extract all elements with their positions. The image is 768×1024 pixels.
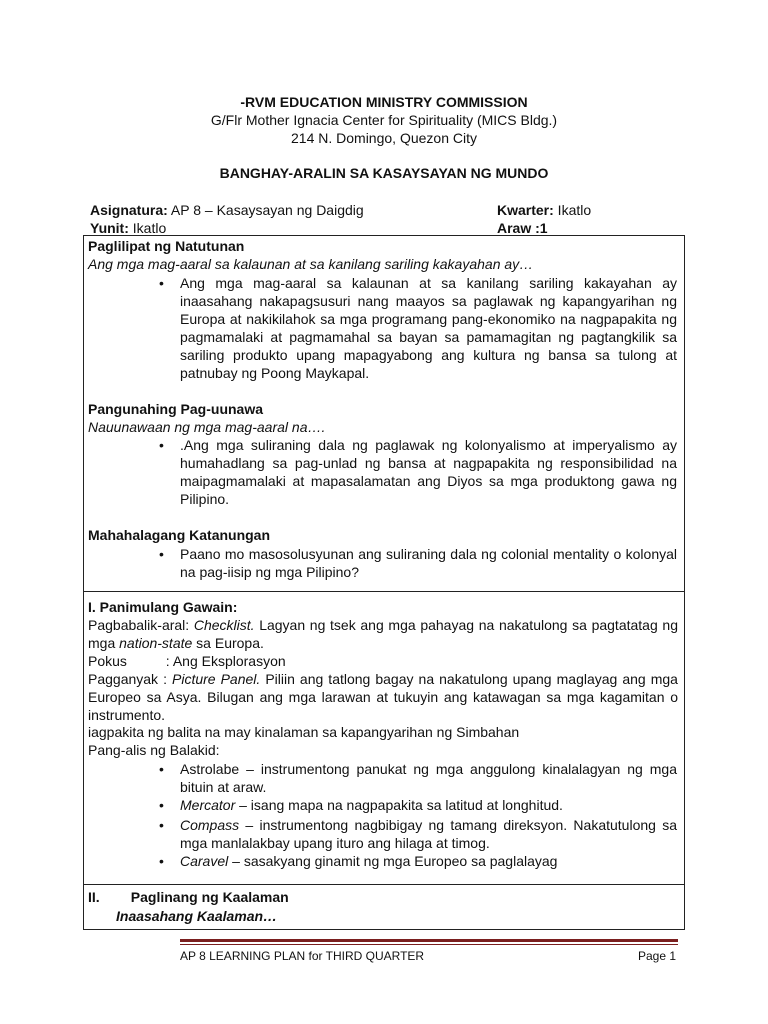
kwarter-field [497,201,591,219]
balik-text-2: sa Europa. [192,635,264,651]
section-intro-pag-uunawa: Nauunawaan ng mga mag-aaral na…. [88,419,326,435]
desc-astrolabe: – instrumentong panukat ng mga anggulong kinalalagyan ng mga bituin at araw. [180,761,677,795]
term-caravel: Caravel [180,853,229,869]
desc-compass: – instrumentong nagbibigay ng tamang direksyon. Nakatutulong sa mga manlalakbay upang ituro ang hilaga at timog. [180,817,677,851]
section-heading-katanungan: Mahahalagang Katanungan [88,527,271,543]
pag-uunawa-bullet: .Ang mga suliraning dala ng paglawak ng kolonyalismo at imperyalismo ay humahadlang sa pag-unlad ng bansa at nagpapakita ng responsibilidad na maipagmamalaki at mapasalamatan ang Diyos sa mga produktong gawa ng Pilipino. [180,437,677,507]
paglilipat-bullet: Ang mga mag-aaral sa kalaunan at sa kanilang sariling kakayahan ay inaasahang nakapagsusuri nang maayos sa paglawak ng kapangyarihan ng Europa at nakikilahok sa mga programang pang-ekonomiko na nagpapakita ng pagmamalaki at pagmamahal sa bayan sa pamamagitan ng pagtangkilik sa sariling produkto upang mapagyabong ang kultura ng bansa sa tulong at patnubay ng Poong Maykapal. [180,275,677,381]
katanungan-bullet: Paano mo masosolusyunan ang suliraning dala ng colonial mentality o kolonyal na pag-iisip ng mga Pilipino? [180,546,677,580]
kwarter-label: Kwarter: [497,202,554,218]
list-item [180,760,677,796]
pagganyak-italic: Picture Panel. [172,671,261,687]
pagganyak-label: Pagganyak : [88,671,172,687]
org-name: -RVM EDUCATION MINISTRY COMMISSION [240,94,528,110]
asignatura-label: Asignatura: [90,202,168,218]
footer-rule-thin [180,944,678,945]
list-item [180,852,677,870]
footer-title: AP 8 LEARNING PLAN for THIRD QUARTER [180,949,425,963]
section-heading-paglinang: II. Paglinang ng Kaalaman [88,889,289,905]
balik-label: Pagbabalik-aral: [88,617,194,633]
bullet-icon: • [159,437,164,453]
address-line-1: G/Flr Mother Ignacia Center for Spirituality (MICS Bldg.) [210,112,558,128]
document-title: BANGHAY-ARALIN SA KASAYSAYAN NG MUNDO [219,165,549,181]
footer-rule-thick [180,939,678,942]
list-item [180,796,677,814]
balita-text: iagpakita ng balita na may kinalaman sa kapangyarihan ng Simbahan [88,724,520,740]
pagganyak-text [88,670,678,724]
bullet-icon: • [159,761,164,777]
araw-label: Araw :1 [497,220,548,236]
section-intro-paglilipat: Ang mga mag-aaral sa kalaunan at sa kanilang sariling kakayahan ay… [88,256,534,272]
desc-caravel: – sasakyang ginamit ng mga Europeo sa paglalayag [228,853,558,869]
section-sub-paglinang: Inaasahang Kaalaman… [116,908,278,924]
page-number: Page 1 [638,949,677,963]
bullet-icon: • [159,797,164,813]
term-compass: Compass [180,817,240,833]
yunit-label: Yunit: [90,220,129,236]
term-mercator: Mercator [180,797,236,813]
balik-italic: Checklist. [193,617,255,633]
term-astrolabe: Astrolabe [180,761,240,777]
yunit-value: Ikatlo [128,220,167,236]
bullet-icon: • [159,817,164,833]
kwarter-value: Ikatlo [553,202,592,218]
balakid-heading: Pang-alis ng Balakid: [88,742,220,758]
pagbabalik-aral-text [88,616,678,652]
desc-mercator: – isang mapa na nagpapakita sa latitud at longhitud. [235,797,563,813]
section-heading-pag-uunawa: Pangunahing Pag-uunawa [88,401,264,417]
bullet-icon: • [159,853,164,869]
asignatura-value: AP 8 – Kasaysayan ng Daigdig [167,202,364,218]
balik-text: Lagyan ng tsek ang mga pahayag na nakatulong sa pagtatatag ng mga [88,617,678,651]
section-heading-paglilipat: Paglilipat ng Natutunan [88,238,245,254]
bullet-icon: • [159,275,164,291]
asignatura-field [90,201,364,219]
bullet-icon: • [159,546,164,562]
section-heading-panimula: I. Panimulang Gawain: [88,599,238,615]
pagganyak-body: Piliin ang tatlong bagay na nakatulong upang maglayag ang mga Europeo sa Asya. Bilugan ang mga larawan at tukuyin ang katawagan sa mga kagamitan o instrumento. [88,671,678,723]
balik-italic-2: nation-state [119,635,193,651]
pokus-text: Pokus : Ang Eksplorasyon [88,653,286,669]
list-item [180,816,677,852]
address-line-2: 214 N. Domingo, Quezon City [291,130,477,146]
